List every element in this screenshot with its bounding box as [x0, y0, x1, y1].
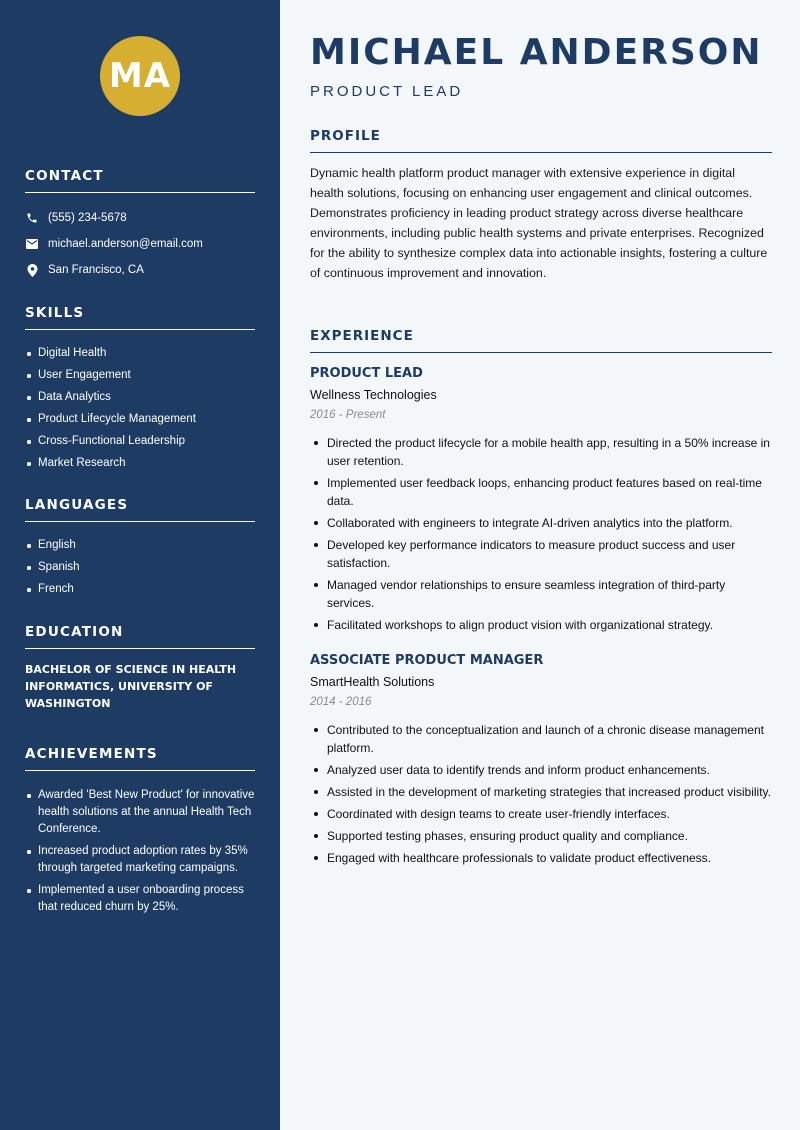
language-item: French [25, 578, 255, 600]
job-bullet: Engaged with healthcare professionals to validate product effectiveness. [310, 849, 772, 867]
email-icon [25, 237, 39, 251]
skill-item: Product Lifecycle Management [25, 408, 255, 430]
profile-text: Dynamic health platform product manager with extensive experience in digital health solutions, focusing on enhancing user engagement and clinical outcomes. Demonstrates proficiency in leading product strategy across diverse healthcare environments, including public health systems and private enterprises. Recognized for the ability to synthesize complex data into actionable insights, fostering a culture of continuous improvement and innovation. [310, 166, 768, 280]
job-dates: 2014 - 2016 [310, 696, 372, 708]
job-bullet: Analyzed user data to identify trends and inform product enhancements. [310, 761, 772, 779]
candidate-title: PRODUCT LEAD [310, 83, 464, 100]
job-entry [310, 366, 772, 638]
candidate-name: MICHAEL ANDERSON [310, 32, 763, 73]
job-bullet: Facilitated workshops to align product vision with organizational strategy. [310, 616, 772, 634]
contact-email[interactable] [25, 231, 255, 257]
profile-heading: PROFILE [310, 128, 772, 153]
contact-heading: CONTACT [25, 168, 255, 193]
contact-phone[interactable] [25, 205, 255, 231]
skills-heading: SKILLS [25, 305, 255, 330]
job-entry [310, 653, 772, 871]
education-degree: BACHELOR OF SCIENCE IN HEALTH INFORMATICS, UNIVERSITY OF WASHINGTON [25, 663, 237, 710]
contact-location [25, 257, 255, 283]
job-title: ASSOCIATE PRODUCT MANAGER [310, 653, 544, 668]
job-company: Wellness Technologies [310, 388, 437, 402]
skill-item: Cross-Functional Leadership [25, 430, 255, 452]
experience-heading: EXPERIENCE [310, 328, 772, 353]
education-section [25, 624, 255, 712]
job-bullet: Supported testing phases, ensuring product quality and compliance. [310, 827, 772, 845]
avatar: MA [100, 36, 180, 116]
job-bullets [310, 721, 772, 867]
skill-item: Market Research [25, 452, 255, 474]
sidebar [0, 0, 280, 1130]
job-bullet: Developed key performance indicators to measure product success and user satisfaction. [310, 536, 772, 572]
job-bullet: Directed the product lifecycle for a mobile health app, resulting in a 50% increase in user retention. [310, 434, 772, 470]
achievements-section [25, 746, 255, 921]
languages-heading: LANGUAGES [25, 497, 255, 522]
job-bullet: Managed vendor relationships to ensure seamless integration of third-party services. [310, 576, 772, 612]
contact-section [25, 168, 255, 283]
language-item: English [25, 534, 255, 556]
email-text: michael.anderson@email.com [48, 238, 203, 250]
phone-icon [25, 211, 39, 225]
skills-section [25, 305, 255, 474]
job-bullets [310, 434, 772, 634]
education-heading: EDUCATION [25, 624, 255, 649]
job-bullet: Contributed to the conceptualization and launch of a chronic disease management platform. [310, 721, 772, 757]
languages-section [25, 497, 255, 600]
achievement-item: Awarded 'Best New Product' for innovative health solutions at the annual Health Tech Conference. [25, 787, 255, 838]
skills-list [25, 342, 255, 474]
phone-text: (555) 234-5678 [48, 212, 127, 224]
achievement-item: Implemented a user onboarding process that reduced churn by 25%. [25, 882, 255, 916]
achievements-heading: ACHIEVEMENTS [25, 746, 255, 771]
job-dates: 2016 - Present [310, 409, 386, 421]
location-text: San Francisco, CA [48, 264, 144, 276]
achievement-item: Increased product adoption rates by 35% through targeted marketing campaigns. [25, 843, 255, 877]
achievements-list [25, 787, 255, 916]
job-company: SmartHealth Solutions [310, 675, 435, 689]
skill-item: Data Analytics [25, 386, 255, 408]
languages-list [25, 534, 255, 600]
job-bullet: Assisted in the development of marketing strategies that increased product visibility. [310, 783, 772, 801]
job-bullet: Collaborated with engineers to integrate AI-driven analytics into the platform. [310, 514, 772, 532]
job-title: PRODUCT LEAD [310, 366, 423, 381]
location-pin-icon [25, 263, 39, 277]
skill-item: Digital Health [25, 342, 255, 364]
job-bullet: Coordinated with design teams to create user-friendly interfaces. [310, 805, 772, 823]
job-bullet: Implemented user feedback loops, enhancing product features based on real-time data. [310, 474, 772, 510]
skill-item: User Engagement [25, 364, 255, 386]
language-item: Spanish [25, 556, 255, 578]
